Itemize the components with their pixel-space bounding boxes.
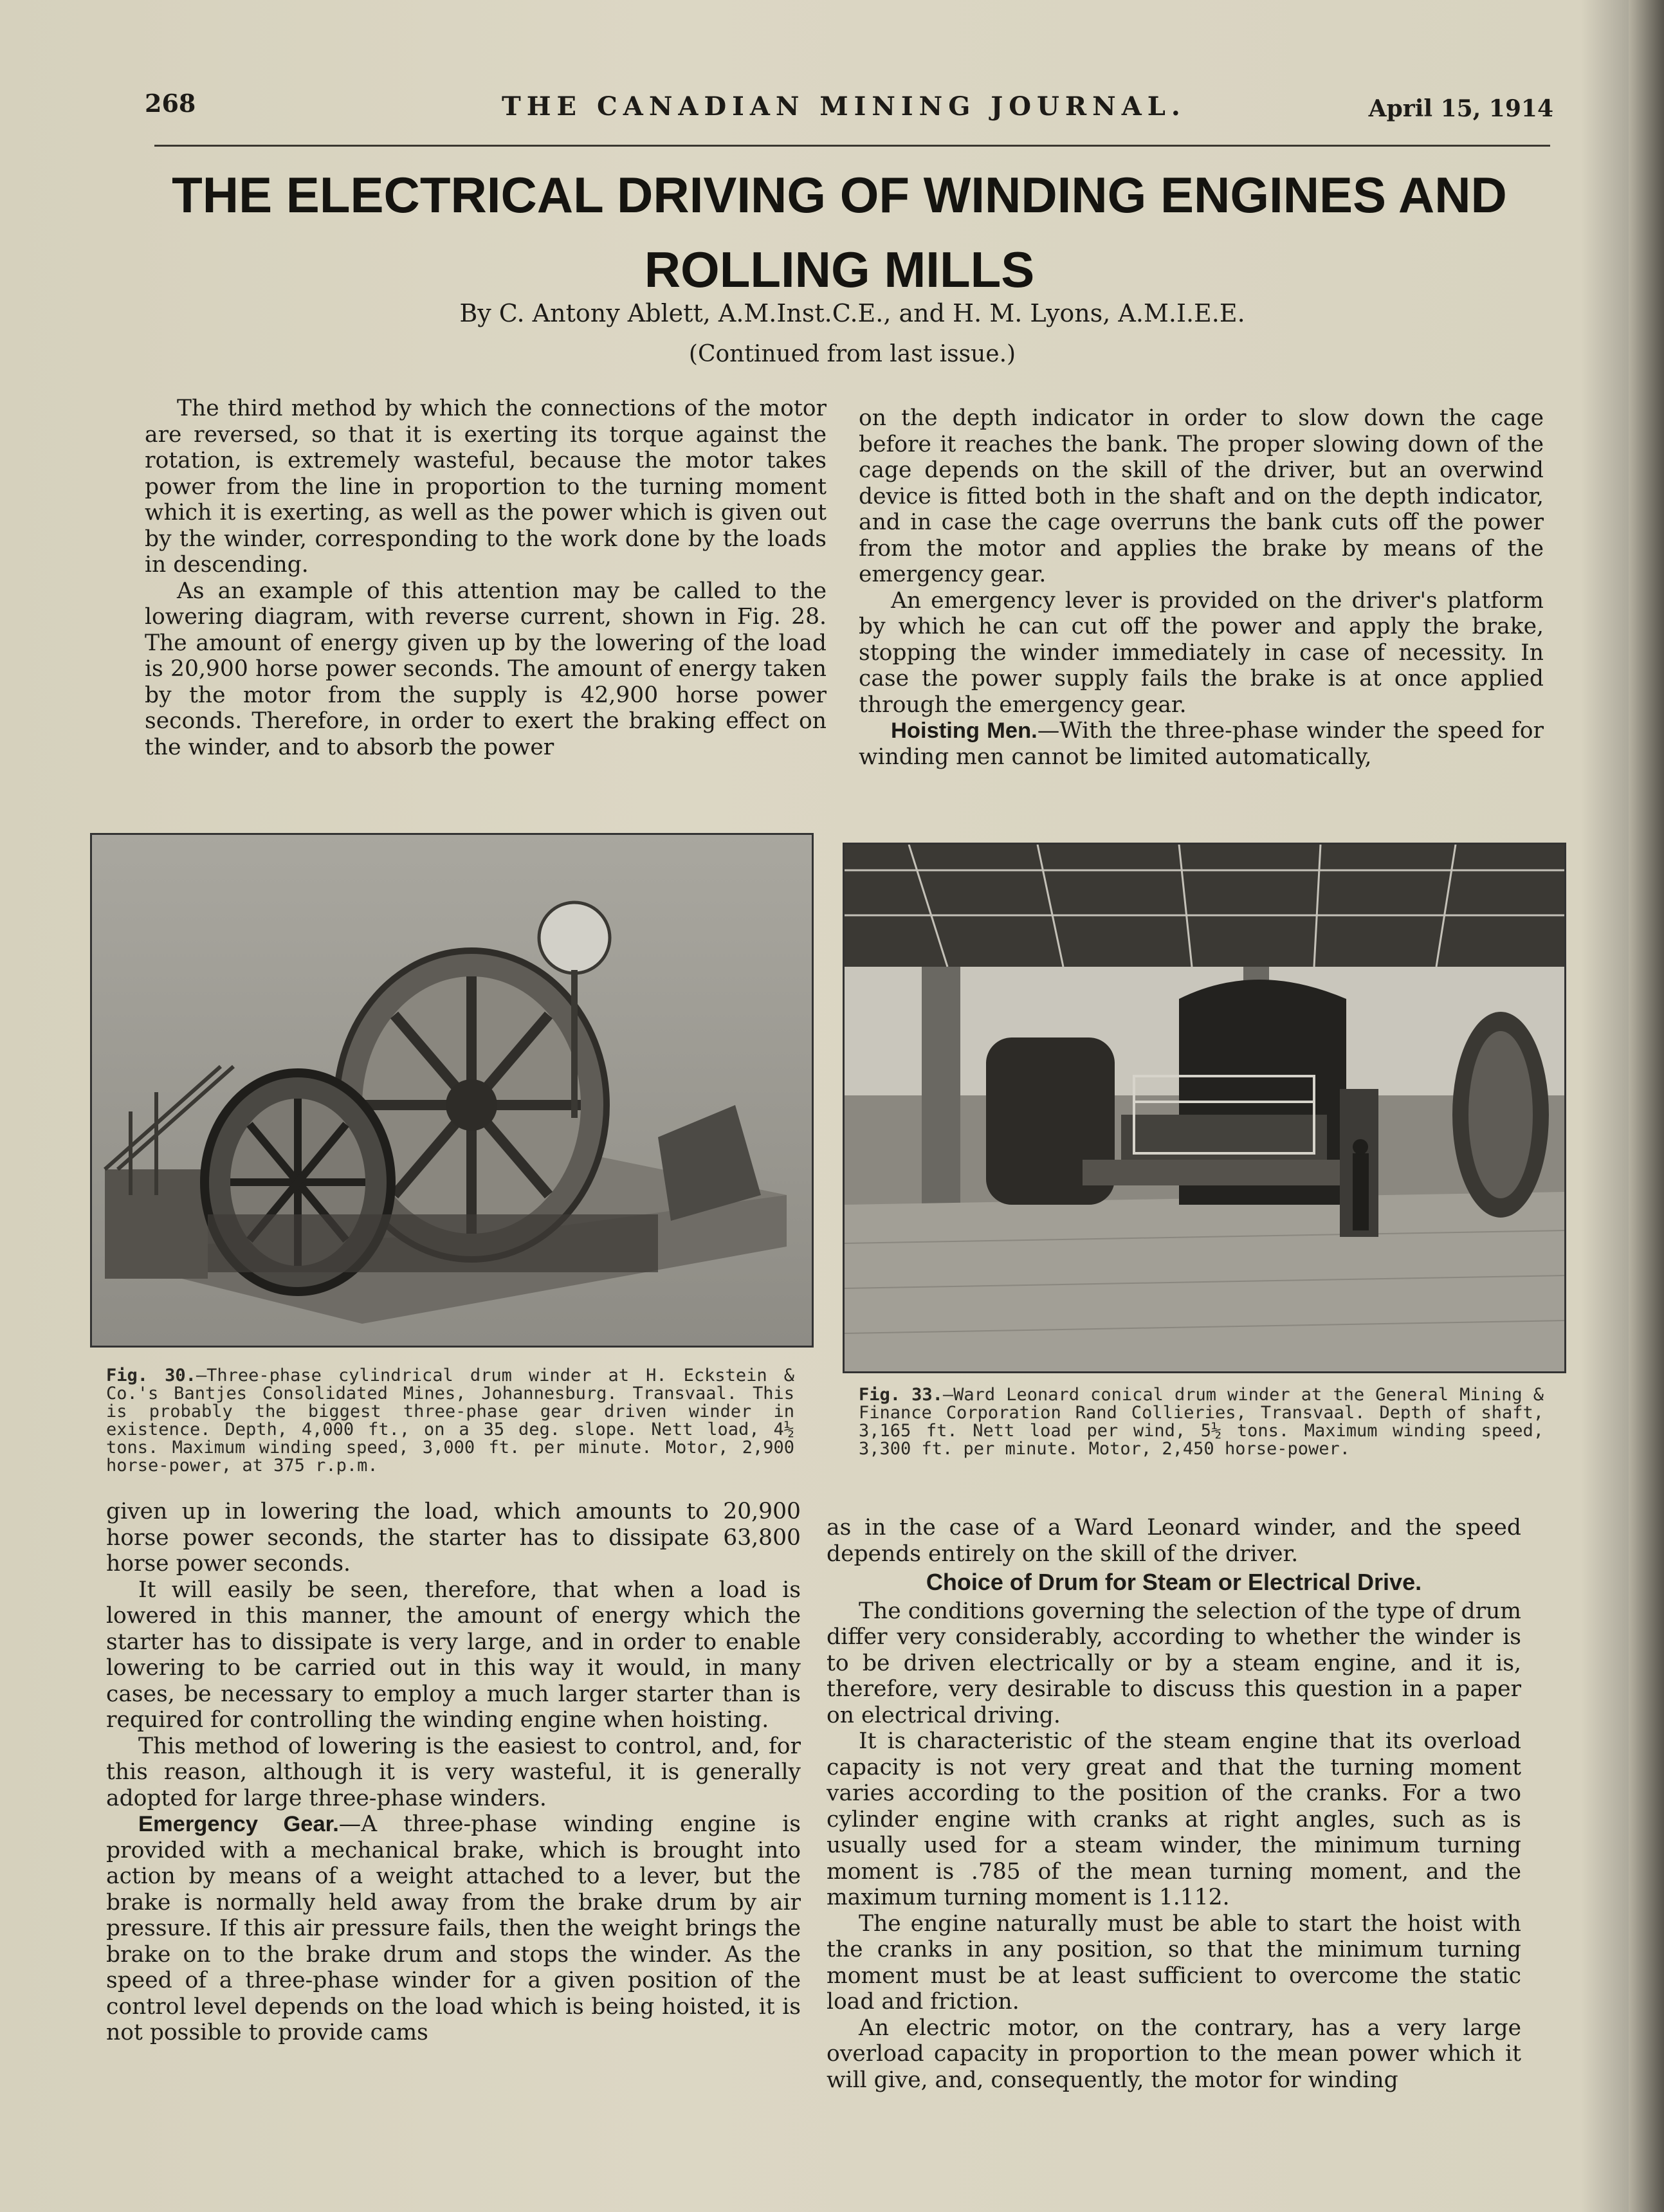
- column-2-top: [859, 405, 1544, 770]
- paragraph: on the depth indicator in order to slow down the cage before it reaches the bank. The proper slowing down of the cage depends on the skill of the driver, but an overwind device is fitted both in the shaft and on the depth indicator, and in case the cage overruns the bank cuts off the power from the motor and applies the brake by means of the emergency gear.: [859, 405, 1544, 587]
- paragraph-hoisting-men: [859, 718, 1544, 770]
- subheading-emergency-gear: Emergency Gear.: [138, 1812, 339, 1836]
- paragraph: The third method by which the connections of the motor are reversed, so that it is exerting its torque against the rotation, is extremely wasteful, because the motor takes power from the line in proportion to the turning moment which it is exerting, as well as the power which is given out by the winder, corresponding to the work done by the loads in descending.: [145, 396, 827, 578]
- paragraph-emergency-gear: [106, 1811, 801, 2046]
- fig33-photo-engine-house: [843, 843, 1566, 1373]
- fig30-caption-text: —Three-phase cylindrical drum winder at H. Eckstein & Co.'s Bantjes Consolidated Mines, Johannesburg. Transvaal. This is probably the biggest three-phase gear driven winder in existence. Depth, 4,000 ft., on a 35 deg. slope. Nett load, 4½ tons. Maximum winding speed, 3,000 ft. per minute. Motor, 2,900 horse-power, at 375 r.p.m.: [106, 1366, 794, 1476]
- engine-house-illustration: [845, 845, 1564, 1371]
- page-gutter-shadow: [1629, 0, 1664, 2212]
- fig30-photo-drum-winder: [90, 833, 814, 1348]
- page-number: 268: [145, 89, 196, 118]
- paragraph: An electric motor, on the contrary, has a very large overload capacity in proportion to the mean power which it will give, and, consequently, the motor for winding: [827, 2015, 1521, 2093]
- title-line-1: THE ELECTRICAL DRIVING OF WINDING ENGINES AND: [172, 167, 1507, 223]
- title-line-2: ROLLING MILLS: [644, 241, 1035, 298]
- paragraph: The conditions governing the selection of the type of drum differ very considerably, according to whether the winder is to be driven electrically or by a steam engine, and it is, therefore, very desirable to discuss this question in a paper on electrical driving.: [827, 1598, 1521, 1728]
- section-heading-drum-choice: Choice of Drum for Steam or Electrical Drive.: [926, 1569, 1422, 1595]
- paragraph: given up in lowering the load, which amounts to 20,900 horse power seconds, the starter has to dissipate 63,800 horse power seconds.: [106, 1499, 801, 1577]
- paragraph: This method of lowering is the easiest to control, and, for this reason, although it is very wasteful, it is generally adopted for large three-phase winders.: [106, 1733, 801, 1811]
- paragraph: as in the case of a Ward Leonard winder, and the speed depends entirely on the skill of the driver.: [827, 1515, 1521, 1567]
- subheading-hoisting-men: Hoisting Men.: [891, 718, 1038, 743]
- paragraph-text: —A three-phase winding engine is provided with a mechanical brake, which is brought into action by means of a weight attached to a lever, but the brake is normally held away from the brake drum by air pressure. If this air pressure fails, then the weight brings the brake on to the brake drum and stops the winder. As the speed of a three-phase winder for a given position of the control level depends on the load which is being hoisted, it is not possible to provide cams: [106, 1811, 801, 2045]
- fig30-label: Fig. 30.: [106, 1366, 196, 1385]
- paragraph: It will easily be seen, therefore, that when a load is lowered in this manner, the amount of energy which the starter has to dissipate is very large, and in order to enable lowering to be carried out in this way it would, in many cases, be necessary to employ a much larger starter than is required for controlling the winding engine when hoisting.: [106, 1577, 801, 1733]
- column-2-bottom: [827, 1515, 1521, 2093]
- drum-winder-illustration: [92, 835, 812, 1346]
- byline: By C. Antony Ablett, A.M.Inst.C.E., and H. M. Lyons, A.M.I.E.E.: [459, 299, 1245, 327]
- fig33-label: Fig. 33.: [859, 1385, 943, 1405]
- column-1-bottom: [106, 1499, 801, 2046]
- paragraph: The engine naturally must be able to start the hoist with the cranks in any position, so that the minimum turning moment must be at least sufficient to overcome the static load and friction.: [827, 1910, 1521, 2015]
- paragraph: It is characteristic of the steam engine that its overload capacity is not very great and that the turning moment varies according to the position of the cranks. For a two cylinder engine with cranks at right angles, such as is usually used for a steam winder, the minimum turning moment is .785 of the mean turning moment, and the maximum turning moment is 1.112.: [827, 1728, 1521, 1910]
- fig33-caption: [859, 1386, 1544, 1458]
- column-1-top: [145, 396, 827, 760]
- paragraph: An emergency lever is provided on the driver's platform by which he can cut off the power and apply the brake, stopping the winder immediately in case of necessity. In case the power supply fails the brake is at once applied through the emergency gear.: [859, 587, 1544, 718]
- running-header: [145, 82, 1553, 140]
- header-rule: [154, 145, 1550, 147]
- journal-name: THE CANADIAN MINING JOURNAL.: [502, 91, 1186, 122]
- paragraph-text: —With the three-phase winder the speed for winding men cannot be limited automatically,: [859, 718, 1544, 770]
- fig30-caption: [106, 1367, 794, 1475]
- continued-note: (Continued from last issue.): [688, 341, 1016, 367]
- article-title: [129, 158, 1550, 307]
- fig33-caption-text: —Ward Leonard conical drum winder at the General Mining & Finance Corporation Rand Collieries, Transvaal. Depth of shaft, 3,165 ft. Nett load per wind, 5½ tons. Maximum winding speed, 3,300 ft. per minute. Motor, 2,450 horse-power.: [859, 1385, 1544, 1459]
- paragraph: As an example of this attention may be called to the lowering diagram, with reverse current, shown in Fig. 28. The amount of energy given up by the lowering of the load is 20,900 horse power seconds. The amount of energy taken by the motor from the supply is 42,900 horse power seconds. Therefore, in order to exert the braking effect on the winder, and to absorb the power: [145, 578, 827, 760]
- issue-date: April 15, 1914: [1368, 95, 1553, 122]
